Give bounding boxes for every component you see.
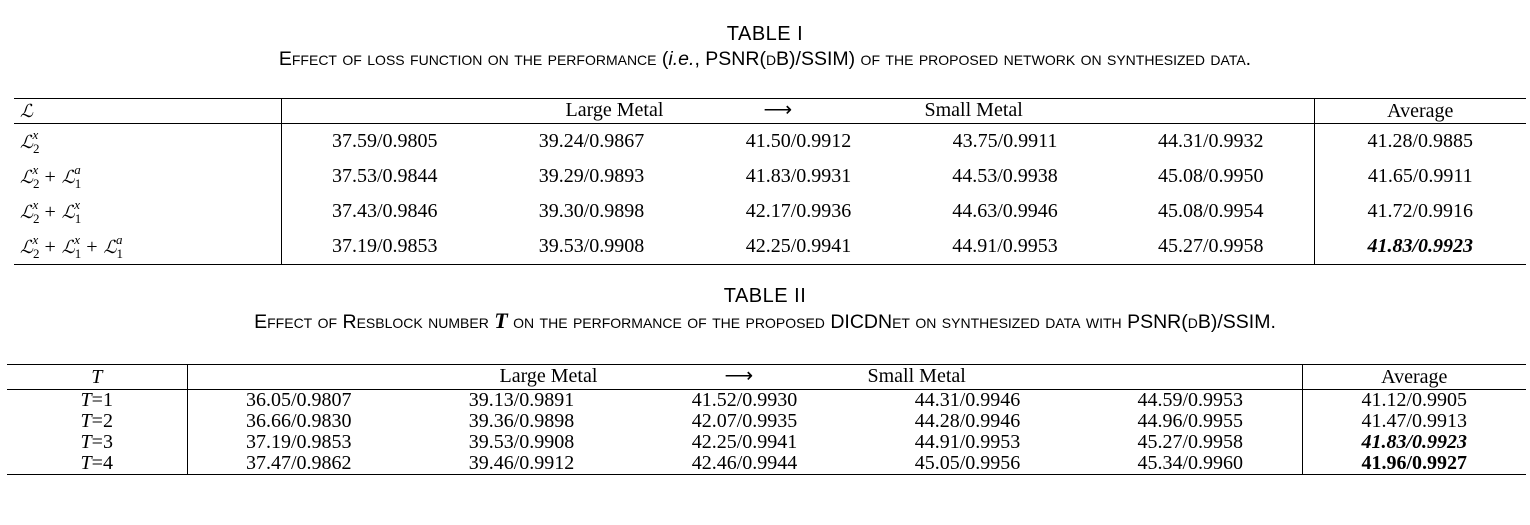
table-row: [14, 194, 1526, 229]
table-2: [7, 364, 1526, 475]
table-cell: 39.53/0.9908: [488, 229, 695, 265]
table-cell: 37.19/0.9853: [281, 229, 488, 265]
table-1-number: TABLE I: [726, 23, 804, 45]
table-2-caption-T: T: [494, 308, 508, 333]
table-cell: 45.05/0.9956: [856, 453, 1079, 475]
table-2-header-average: Average: [1302, 365, 1526, 390]
table-cell: 37.47/0.9862: [187, 453, 410, 475]
table-cell: 44.31/0.9932: [1108, 124, 1314, 160]
table-cell: 45.08/0.9950: [1108, 159, 1314, 194]
table-1-row-label: ℒ$_2^x$ + ℒ$_1^x$: [14, 194, 281, 229]
table-1-header-loss: ℒ: [14, 99, 281, 124]
table-row: [14, 124, 1526, 160]
table-2-caption-part-b: on the performance of the proposed DICDNet on synthesized data with PSNR(dB)/SSIM.: [507, 311, 1276, 333]
table-cell: 39.29/0.9893: [538, 165, 645, 187]
table-2-block: [0, 284, 1530, 335]
table-cell: 42.25/0.9941: [691, 431, 798, 453]
table-2-row-label: T=4: [7, 453, 187, 475]
table-2-header-arrow: ⟶: [724, 365, 754, 387]
table-cell: 39.53/0.9908: [468, 431, 575, 453]
table-cell: 44.91/0.9953: [914, 431, 1021, 453]
table-2-caption-part-a: Effect of Resblock number: [254, 311, 495, 333]
table-row: [14, 229, 1526, 265]
table-1-header-metal-range: [281, 99, 1314, 124]
table-cell: 44.96/0.9955: [1079, 411, 1302, 432]
table-cell: 39.30/0.9898: [538, 200, 645, 222]
table-cell: 44.91/0.9953: [902, 229, 1108, 265]
table-cell: 37.19/0.9853: [245, 431, 352, 453]
table-1-caption: [0, 46, 1530, 72]
table-1-header-arrow: ⟶: [763, 99, 793, 121]
table-cell: 42.25/0.9941: [695, 229, 902, 265]
table-cell: 42.17/0.9936: [745, 200, 852, 222]
table-2-header-metal-range: [187, 365, 1302, 390]
table-cell: 39.36/0.9898: [468, 410, 575, 432]
table-1-row-label: ℒ$_2^x$: [14, 124, 281, 160]
table-1-row-label: ℒ$_2^x$ + ℒ$_1^a$: [14, 159, 281, 194]
table-cell: 42.46/0.9944: [633, 453, 856, 475]
table-1: [14, 98, 1526, 265]
table-2-header-large-metal: Large Metal: [499, 365, 598, 387]
table-cell: 42.07/0.9935: [691, 410, 798, 432]
table-cell: 43.75/0.9911: [952, 130, 1058, 152]
table-2-row-label: T=2: [7, 411, 187, 432]
table-1-header-large-metal: Large Metal: [565, 99, 664, 121]
table-cell: 39.24/0.9867: [538, 130, 645, 152]
table-cell-average: 41.47/0.9913: [1361, 410, 1468, 432]
table-cell: 36.66/0.9830: [245, 410, 352, 432]
table-1-caption-part-b: , PSNR(dB)/SSIM) of the proposed network on synthesized data.: [694, 48, 1252, 70]
table-1-header-row: [14, 99, 1526, 124]
table-cell-average-second: 41.83/0.9923: [1361, 431, 1468, 453]
table-cell: 41.50/0.9912: [745, 130, 852, 152]
table-2-header-T: T: [7, 365, 187, 390]
table-cell-average: 41.72/0.9916: [1367, 200, 1474, 222]
table-2-number: TABLE II: [723, 285, 807, 307]
table-cell-average: 41.12/0.9905: [1361, 389, 1468, 411]
table-1-header-average: Average: [1314, 99, 1526, 124]
table-row: [7, 390, 1526, 412]
table-cell: 39.46/0.9912: [410, 453, 633, 475]
table-cell: 41.52/0.9930: [691, 389, 798, 411]
table-cell: 41.83/0.9931: [745, 165, 852, 187]
table-2-row-label: T=1: [7, 390, 187, 412]
table-2-row-label: T=3: [7, 432, 187, 453]
table-2-caption: [0, 308, 1530, 335]
table-1-caption-part-a: Effect of loss function on the performance (: [278, 48, 669, 70]
table-1-row-label: ℒ$_2^x$ + ℒ$_1^x$ + ℒ$_1^a$: [14, 229, 281, 265]
table-row: [14, 159, 1526, 194]
table-cell: 44.63/0.9946: [952, 200, 1058, 222]
table-cell: 36.05/0.9807: [245, 389, 352, 411]
table-1-block: [0, 22, 1530, 72]
table-cell: 45.08/0.9954: [1108, 194, 1314, 229]
table-row: [7, 432, 1526, 453]
table-cell: 44.31/0.9946: [914, 389, 1021, 411]
table-cell: 37.43/0.9846: [331, 200, 438, 222]
table-1-header-small-metal: Small Metal: [924, 99, 1023, 121]
table-cell-average: 41.28/0.9885: [1367, 130, 1474, 152]
table-cell: 39.13/0.9891: [468, 389, 575, 411]
table-cell: 44.59/0.9953: [1079, 390, 1302, 412]
table-2-header-row: [7, 365, 1526, 390]
table-cell: 45.34/0.9960: [1079, 453, 1302, 475]
table-cell: 45.27/0.9958: [1108, 229, 1314, 265]
table-row: [7, 411, 1526, 432]
table-cell: 44.53/0.9938: [952, 165, 1058, 187]
table-row: [7, 453, 1526, 475]
table-2-header-small-metal: Small Metal: [867, 365, 966, 387]
table-1-caption-ie: i.e.: [668, 48, 695, 70]
table-cell-average: 41.65/0.9911: [1367, 165, 1473, 187]
table-cell: 37.59/0.9805: [331, 130, 438, 152]
table-cell-average-best: 41.83/0.9923: [1314, 229, 1526, 265]
table-cell: 37.53/0.9844: [331, 165, 438, 187]
table-cell: 44.28/0.9946: [914, 410, 1021, 432]
table-cell-average-best: 41.96/0.9927: [1302, 453, 1526, 475]
table-cell: 45.27/0.9958: [1079, 432, 1302, 453]
